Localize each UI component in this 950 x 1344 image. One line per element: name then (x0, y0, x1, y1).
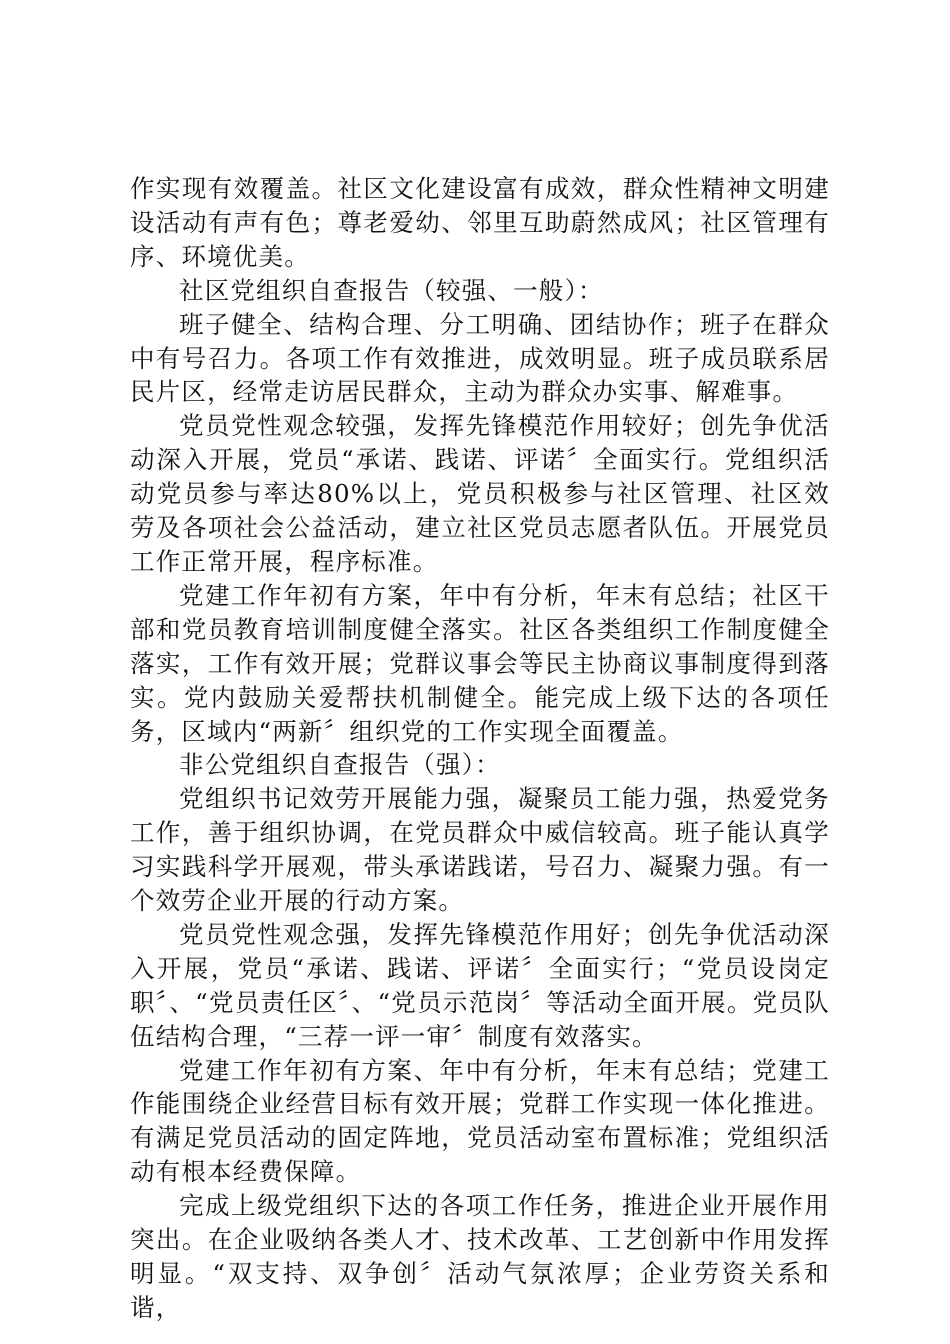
document-body (130, 172, 830, 1325)
paragraph-community-culture-continued: 作实现有效覆盖。社区文化建设富有成效，群众性精神文明建设活动有声有色；尊老爱幼、邻里互助蔚然成风；社区管理有序、环境优美。 (130, 174, 830, 271)
paragraph-task-completion: 完成上级党组织下达的各项工作任务，推进企业开展作用突出。在企业吸纳各类人才、技术改革、工艺创新中作用发挥明显。“双支持、双争创〞活动气氛浓厚；企业劳资关系和谐， (130, 1191, 830, 1322)
paragraph-party-building-plan: 党建工作年初有方案，年中有分析，年末有总结；社区干部和党员教育培训制度健全落实。社区各类组织工作制度健全落实，工作有效开展；党群议事会等民主协商议事制度得到落实。党内鼓励关爱帮扶机制健全。能完成上级下达的各项任务，区域内“两新〞组织党的工作实现全面覆盖。 (130, 580, 830, 746)
heading-community-party-self-report: 社区党组织自查报告（较强、一般）： (179, 275, 604, 305)
paragraph-party-secretary: 党组织书记效劳开展能力强，凝聚员工能力强，热爱党务工作，善于组织协调，在党员群众中威信较高。班子能认真学习实践科学开展观，带头承诺践诺，号召力、凝聚力强。有一个效劳企业开展的行动方案。 (130, 784, 830, 916)
paragraph-leadership-team: 班子健全、结构合理、分工明确、团结协作；班子在群众中有号召力。各项工作有效推进，成效明显。班子成员联系居民片区，经常走访居民群众，主动为群众办实事、解难事。 (130, 309, 830, 407)
paragraph-party-member-awareness: 党员党性观念较强，发挥先锋模范作用较好；创先争优活动深入开展，党员“承诺、践诺、评诺〞全面实行。党组织活动党员参与率达80%以上，党员积极参与社区管理、社区效劳及各项社会公益活动，建立社区党员志愿者队伍。开展党员工作正常开展，程序标准。 (130, 411, 830, 576)
paragraph-enterprise-party-building: 党建工作年初有方案、年中有分析，年末有总结；党建工作能围绕企业经营目标有效开展；党群工作实现一体化推进。有满足党员活动的固定阵地，党员活动室布置标准；党组织活动有根本经费保障。 (130, 1055, 830, 1187)
paragraph-party-member-role: 党员党性观念强，发挥先锋模范作用好；创先争优活动深入开展，党员“承诺、践诺、评诺〞全面实行；“党员设岗定职〞、“党员责任区〞、“党员示范岗〞等活动全面开展。党员队伍结构合理，“三荐一评一审〞制度有效落实。 (130, 919, 830, 1051)
heading-nonpublic-party-self-report: 非公党组织自查报告（强）： (179, 750, 501, 780)
